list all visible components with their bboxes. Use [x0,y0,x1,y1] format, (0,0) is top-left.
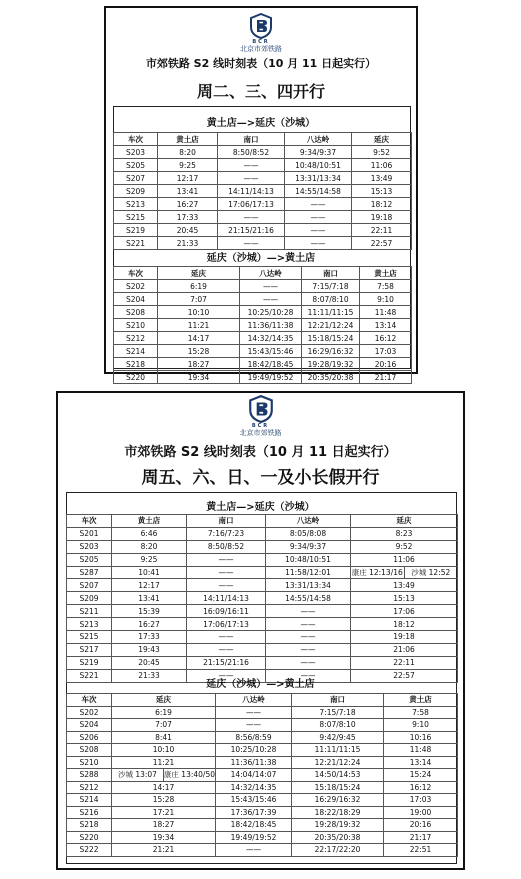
time-cell: 11:06 [351,553,458,566]
table-header-row [67,515,458,528]
time-cell: —— [266,631,351,644]
time-cell: 7:58 [384,706,458,719]
time-cell: 14:32/14:35 [216,781,292,794]
time-cell: 17:06 [351,605,458,618]
table-header-row [114,267,412,280]
timetable-title: 市郊铁路 S2 线时刻表（10 月 11 日起实行） [124,445,397,460]
time-cell: 11:48 [384,744,458,757]
time-cell: 7:07 [158,293,240,306]
train-number: S210 [114,319,158,332]
time-cell: 7:58 [360,280,412,293]
table-row [114,159,412,172]
train-number: S214 [114,345,158,358]
time-cell: 11:36/11:38 [240,319,302,332]
time-cell: 22:11 [352,224,412,237]
table-row [114,146,412,159]
table-row [67,656,458,669]
table-row [114,371,412,384]
column-header: 车次 [67,515,112,528]
column-header: 延庆 [351,515,458,528]
table-row [114,345,412,358]
split-time-cell [112,769,216,782]
train-number: S217 [67,643,112,656]
table-row [114,211,412,224]
time-cell: —— [266,643,351,656]
time-cell: 18:27 [112,819,216,832]
table-row [67,553,458,566]
train-number: S208 [67,744,112,757]
time-cell: 17:33 [112,631,187,644]
table-row [114,198,412,211]
time-cell: 14:50/14:53 [292,769,384,782]
time-cell: 10:48/10:51 [285,159,352,172]
time-cell: 17:33 [158,211,218,224]
time-cell: 14:55/14:58 [285,185,352,198]
bcr-logo [240,395,282,438]
train-number: S205 [114,159,158,172]
train-number: S218 [114,358,158,371]
column-header: 八达岭 [285,133,352,146]
column-header: 黄土店 [112,515,187,528]
time-cell: —— [266,618,351,631]
time-cell: 18:42/18:45 [216,819,292,832]
operating-days: 周二、三、四开行 [196,82,325,101]
time-cell: 21:17 [360,371,412,384]
inbound-timetable [66,693,458,857]
train-number: S220 [67,831,112,844]
train-number: S204 [114,293,158,306]
train-number: S209 [67,592,112,605]
table-row [67,618,458,631]
time-cell: —— [266,656,351,669]
timetable-title: 市郊铁路 S2 线时刻表（10 月 11 日起实行） [145,57,377,70]
time-cell: 8:50/8:52 [218,146,285,159]
time-cell: 8:07/8:10 [292,719,384,732]
bcr-emblem-icon [248,395,274,423]
time-cell: 6:19 [112,706,216,719]
time-cell: 8:56/8:59 [216,731,292,744]
time-cell: 7:15/7:18 [302,280,360,293]
time-cell: 22:17/22:20 [292,844,384,857]
time-cell: 10:48/10:51 [266,553,351,566]
time-cell: —— [187,579,266,592]
table-row [67,527,458,540]
column-header: 八达岭 [266,515,351,528]
time-cell: —— [216,719,292,732]
time-cell: 9:42/9:45 [292,731,384,744]
time-cell: 22:51 [384,844,458,857]
column-header: 延庆 [158,267,240,280]
time-cell: 8:50/8:52 [187,540,266,553]
table-row [67,781,458,794]
table-row [67,794,458,807]
time-cell: 9:25 [112,553,187,566]
table-row [67,706,458,719]
table-row [114,319,412,332]
time-cell: —— [266,605,351,618]
time-cell: 19:18 [352,211,412,224]
table-row [67,831,458,844]
train-number: S205 [67,553,112,566]
time-cell: 17:03 [360,345,412,358]
time-cell: 14:17 [158,332,240,345]
time-cell: 14:17 [112,781,216,794]
time-cell: 11:36/11:38 [216,756,292,769]
train-number: S207 [67,579,112,592]
train-number: S203 [67,540,112,553]
table-row [114,358,412,371]
time-cell: 14:55/14:58 [266,592,351,605]
time-cell: 13:31/13:34 [266,579,351,592]
time-cell: 10:10 [158,306,240,319]
logo-organization: 北京市郊铁路 [239,429,282,437]
table-row [114,224,412,237]
table-row [67,605,458,618]
time-cell: 22:57 [352,237,412,250]
train-number: S287 [67,566,112,579]
time-cell: 20:45 [158,224,218,237]
time-cell: 11:58/12:01 [266,566,351,579]
time-cell: 16:12 [384,781,458,794]
time-cell: 12:21/12:24 [302,319,360,332]
train-number: S208 [114,306,158,319]
table-row [67,566,458,579]
time-cell: 15:24 [384,769,458,782]
time-cell: 10:10 [112,744,216,757]
time-cell: 15:43/15:46 [240,345,302,358]
time-cell: 19:43 [112,643,187,656]
time-cell: 10:16 [384,731,458,744]
train-number: S220 [114,371,158,384]
table-row [67,844,458,857]
table-header-row [67,694,458,707]
time-cell: 18:22/18:29 [292,806,384,819]
time-cell: 21:15/21:16 [187,656,266,669]
time-cell: 沙城 13:07 [112,769,164,781]
time-cell: —— [218,211,285,224]
train-number: S221 [67,669,112,682]
time-cell: 22:11 [351,656,458,669]
time-cell: 20:45 [112,656,187,669]
direction-heading-inbound: 延庆（沙城）—>黄土店 [206,253,316,264]
train-number: S221 [114,237,158,250]
table-row [67,579,458,592]
train-number: S216 [67,806,112,819]
train-number: S206 [67,731,112,744]
time-cell: —— [285,198,352,211]
time-cell: 16:29/16:32 [292,794,384,807]
time-cell: 18:42/18:45 [240,358,302,371]
time-cell: 19:18 [351,631,458,644]
train-number: S201 [67,527,112,540]
direction-heading-inbound: 延庆（沙城）—>黄土店 [206,679,315,690]
time-cell: 康庄 12:13/16 [351,567,403,577]
time-cell: 9:52 [352,146,412,159]
column-header: 南口 [302,267,360,280]
train-number: S209 [114,185,158,198]
table-row [67,756,458,769]
time-cell: 13:41 [112,592,187,605]
table-row [67,631,458,644]
time-cell: 14:04/14:07 [216,769,292,782]
time-cell: 6:19 [158,280,240,293]
time-cell: 11:11/11:15 [302,306,360,319]
time-cell: 21:06 [351,643,458,656]
table-row [67,719,458,732]
operating-days: 周五、六、日、一及小长假开行 [141,468,380,488]
column-header: 八达岭 [216,694,292,707]
time-cell: 11:21 [158,319,240,332]
time-cell: 17:03 [384,794,458,807]
time-cell: —— [216,706,292,719]
time-cell: 7:15/7:18 [292,706,384,719]
time-cell: 8:20 [158,146,218,159]
time-cell: 18:12 [352,198,412,211]
time-cell: 20:35/20:38 [302,371,360,384]
time-cell: 10:41 [112,566,187,579]
train-number: S213 [114,198,158,211]
table-row [67,643,458,656]
table-row [67,806,458,819]
time-cell: 19:34 [112,831,216,844]
table-header-row [114,133,412,146]
time-cell: 15:18/15:24 [302,332,360,345]
time-cell: 12:21/12:24 [292,756,384,769]
time-cell: —— [285,224,352,237]
time-cell: 16:12 [360,332,412,345]
time-cell: —— [285,211,352,224]
logo-abbreviation: BCR [252,39,270,45]
time-cell: 8:20 [112,540,187,553]
time-cell: 16:29/16:32 [302,345,360,358]
time-cell: 19:34 [158,371,240,384]
time-cell: —— [187,669,266,682]
time-cell: 20:16 [384,819,458,832]
time-cell: 15:28 [112,794,216,807]
time-cell: 沙城 12:52 [411,567,451,577]
train-number: S202 [67,706,112,719]
time-cell: 19:00 [384,806,458,819]
time-cell: 17:06/17:13 [218,198,285,211]
outbound-timetable [66,514,458,683]
table-row [67,540,458,553]
time-cell: 21:15/21:16 [218,224,285,237]
time-cell: 21:33 [158,237,218,250]
time-cell: —— [240,293,302,306]
time-cell: 7:16/7:23 [187,527,266,540]
table-row [67,744,458,757]
time-cell: 10:25/10:28 [216,744,292,757]
table-row [114,332,412,345]
time-cell: 19:49/19:52 [240,371,302,384]
time-cell: —— [216,844,292,857]
time-cell: 16:27 [158,198,218,211]
train-number: S202 [114,280,158,293]
table-row [67,769,458,782]
column-header: 黄土店 [360,267,412,280]
time-cell: 15:13 [351,592,458,605]
table-row [67,592,458,605]
time-cell: 9:10 [360,293,412,306]
time-cell: —— [187,631,266,644]
train-number: S211 [67,605,112,618]
train-number: S203 [114,146,158,159]
time-cell: 14:32/14:35 [240,332,302,345]
time-cell: 10:25/10:28 [240,306,302,319]
time-cell: 11:21 [112,756,216,769]
time-cell: 6:46 [112,527,187,540]
time-cell: 17:36/17:39 [216,806,292,819]
time-cell: 13:41 [158,185,218,198]
column-header: 延庆 [112,694,216,707]
train-number: S219 [114,224,158,237]
time-cell: 17:21 [112,806,216,819]
train-number: S204 [67,719,112,732]
train-number: S213 [67,618,112,631]
table-row [114,237,412,250]
split-time-cell [351,566,458,579]
table-row [67,731,458,744]
time-cell: 12:17 [112,579,187,592]
train-number: S212 [67,781,112,794]
time-cell: —— [187,643,266,656]
column-header: 车次 [114,267,158,280]
time-cell: 9:25 [158,159,218,172]
time-cell: 15:18/15:24 [292,781,384,794]
logo-abbreviation: BCR [251,423,270,429]
train-number: S207 [114,172,158,185]
column-header: 南口 [187,515,266,528]
column-header: 南口 [292,694,384,707]
direction-heading-outbound: 黄土店—>延庆（沙城） [206,502,315,513]
time-cell: 7:07 [112,719,216,732]
column-header: 黄土店 [158,133,218,146]
train-number: S288 [67,769,112,782]
train-number: S215 [114,211,158,224]
time-cell: 16:09/16:11 [187,605,266,618]
column-header: 延庆 [352,133,412,146]
time-cell: —— [218,172,285,185]
time-cell: 9:10 [384,719,458,732]
table-row [67,819,458,832]
train-number: S210 [67,756,112,769]
time-cell: 13:49 [352,172,412,185]
table-row [114,172,412,185]
time-cell: 22:57 [351,669,458,682]
time-cell: —— [187,553,266,566]
time-cell: 20:16 [360,358,412,371]
bcr-emblem-icon [249,13,273,39]
time-cell: 19:28/19:32 [302,358,360,371]
time-cell: —— [240,280,302,293]
table-row [114,280,412,293]
column-header: 黄土店 [384,694,458,707]
time-cell: 21:21 [112,844,216,857]
time-cell: 8:07/8:10 [302,293,360,306]
time-cell: 15:39 [112,605,187,618]
logo-organization: 北京市郊铁路 [240,45,282,53]
outbound-timetable [113,132,412,250]
time-cell: 20:35/20:38 [292,831,384,844]
train-number: S214 [67,794,112,807]
train-number: S222 [67,844,112,857]
inbound-timetable [113,266,412,384]
time-cell: 康庄 13:40/50 [163,770,215,779]
time-cell: 19:28/19:32 [292,819,384,832]
column-header: 车次 [114,133,158,146]
time-cell: 8:05/8:08 [266,527,351,540]
column-header: 南口 [218,133,285,146]
weekday-timetable-card [104,6,418,382]
time-cell: 13:31/13:34 [285,172,352,185]
time-cell: 18:12 [351,618,458,631]
time-cell: 15:43/15:46 [216,794,292,807]
time-cell: 9:34/9:37 [266,540,351,553]
time-cell: 16:27 [112,618,187,631]
weekend-timetable-card [56,391,465,870]
time-cell: 21:33 [112,669,187,682]
time-cell: 9:52 [351,540,458,553]
column-header: 八达岭 [240,267,302,280]
time-cell: 13:14 [360,319,412,332]
time-cell: 21:17 [384,831,458,844]
time-cell: 15:13 [352,185,412,198]
time-cell: —— [285,237,352,250]
table-row [114,306,412,319]
time-cell: 17:06/17:13 [187,618,266,631]
time-cell: 11:48 [360,306,412,319]
time-cell: 14:11/14:13 [187,592,266,605]
time-cell: 8:23 [351,527,458,540]
direction-heading-outbound: 黄土店—>延庆（沙城） [206,118,316,129]
train-number: S212 [114,332,158,345]
time-cell: 18:27 [158,358,240,371]
time-cell: 13:49 [351,579,458,592]
time-cell: —— [218,159,285,172]
column-header: 车次 [67,694,112,707]
train-number: S215 [67,631,112,644]
time-cell: —— [218,237,285,250]
time-cell: —— [187,566,266,579]
time-cell: 11:06 [352,159,412,172]
table-row [114,185,412,198]
time-cell: 8:41 [112,731,216,744]
time-cell: 11:11/11:15 [292,744,384,757]
time-cell: 19:49/19:52 [216,831,292,844]
time-cell: 14:11/14:13 [218,185,285,198]
time-cell: —— [266,669,351,682]
train-number: S219 [67,656,112,669]
train-number: S218 [67,819,112,832]
time-cell: 9:34/9:37 [285,146,352,159]
time-cell: 12:17 [158,172,218,185]
time-cell: 13:14 [384,756,458,769]
bcr-logo [240,13,282,54]
table-row [114,293,412,306]
time-cell: 15:28 [158,345,240,358]
